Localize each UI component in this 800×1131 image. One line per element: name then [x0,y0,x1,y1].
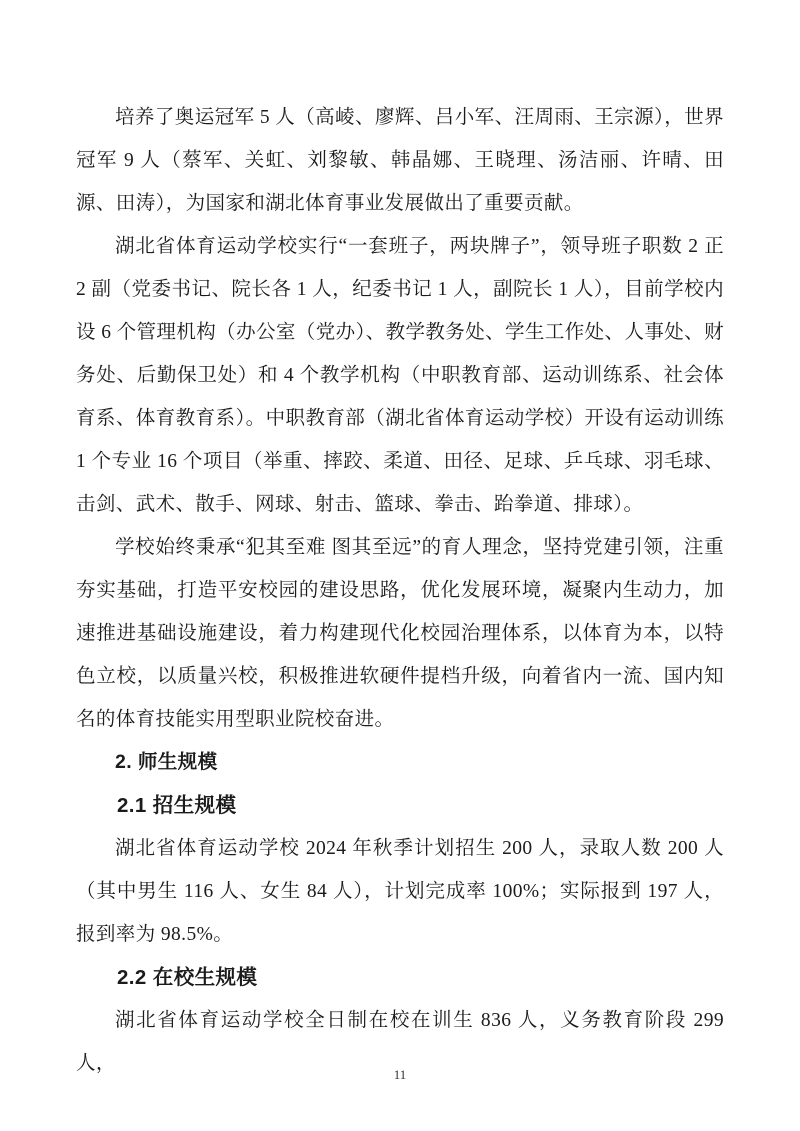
heading-enrollment-scale: 2.1 招生规模 [117,794,237,817]
paragraph-philosophy: 学校始终秉承“犯其至难 图其至远”的育人理念，坚持党建引领，注重夯实基础，打造平安校园的建设思路，优化发展环境，凝聚内生动力，加速推进基础设施建设，着力构建现代化校园治理体系，以体育为本，以特色立校，以质量兴校，积极推进软硬件提档升级，向着省内一流、国内知名的体育技能实用型职业院校奋进。 [76,537,724,730]
paragraph-enrollment-detail: 湖北省体育运动学校 2024 年秋季计划招生 200 人，录取人数 200 人（其中男生 116 人、女生 84 人），计划完成率 100%；实际报到 197 人，报到率为 98.5%。 [76,838,724,945]
paragraph-oncampus-detail: 湖北省体育运动学校全日制在校在训生 836 人，义务教育阶段 299 人， [76,1010,724,1074]
paragraph-achievements: 培养了奥运冠军 5 人（高崚、廖辉、吕小军、汪周雨、王宗源），世界冠军 9 人（蔡军、关虹、刘黎敏、韩晶娜、王晓理、汤洁丽、许晴、田源、田涛），为国家和湖北体育事业发展做出了重要贡献。 [76,107,724,214]
paragraph-organization: 湖北省体育运动学校实行“一套班子，两块牌子”，领导班子职数 2 正 2 副（党委书记、院长各 1 人，纪委书记 1 人，副院长 1 人），目前学校内设 6 个管理机构（办公室（党办）、教学教务处、学生工作处、人事处、财务处、后勤保卫处）和 4 个教学机构（中职教育部、运动训练系、社会体育系、体育教育系）。中职教育部（湖北省体育运动学校）开设有运动训练 1 个专业 16 个项目（举重、摔跤、柔道、田径、足球、乒乓球、羽毛球、击剑、武术、散手、网球、射击、篮球、拳击、跆拳道、排球）。 [76,236,724,515]
page-number: 11 [393,1067,407,1082]
heading-oncampus-scale: 2.2 在校生规模 [117,966,258,989]
document-body [76,96,724,1085]
heading-student-teacher-scale: 2. 师生规模 [115,751,218,773]
